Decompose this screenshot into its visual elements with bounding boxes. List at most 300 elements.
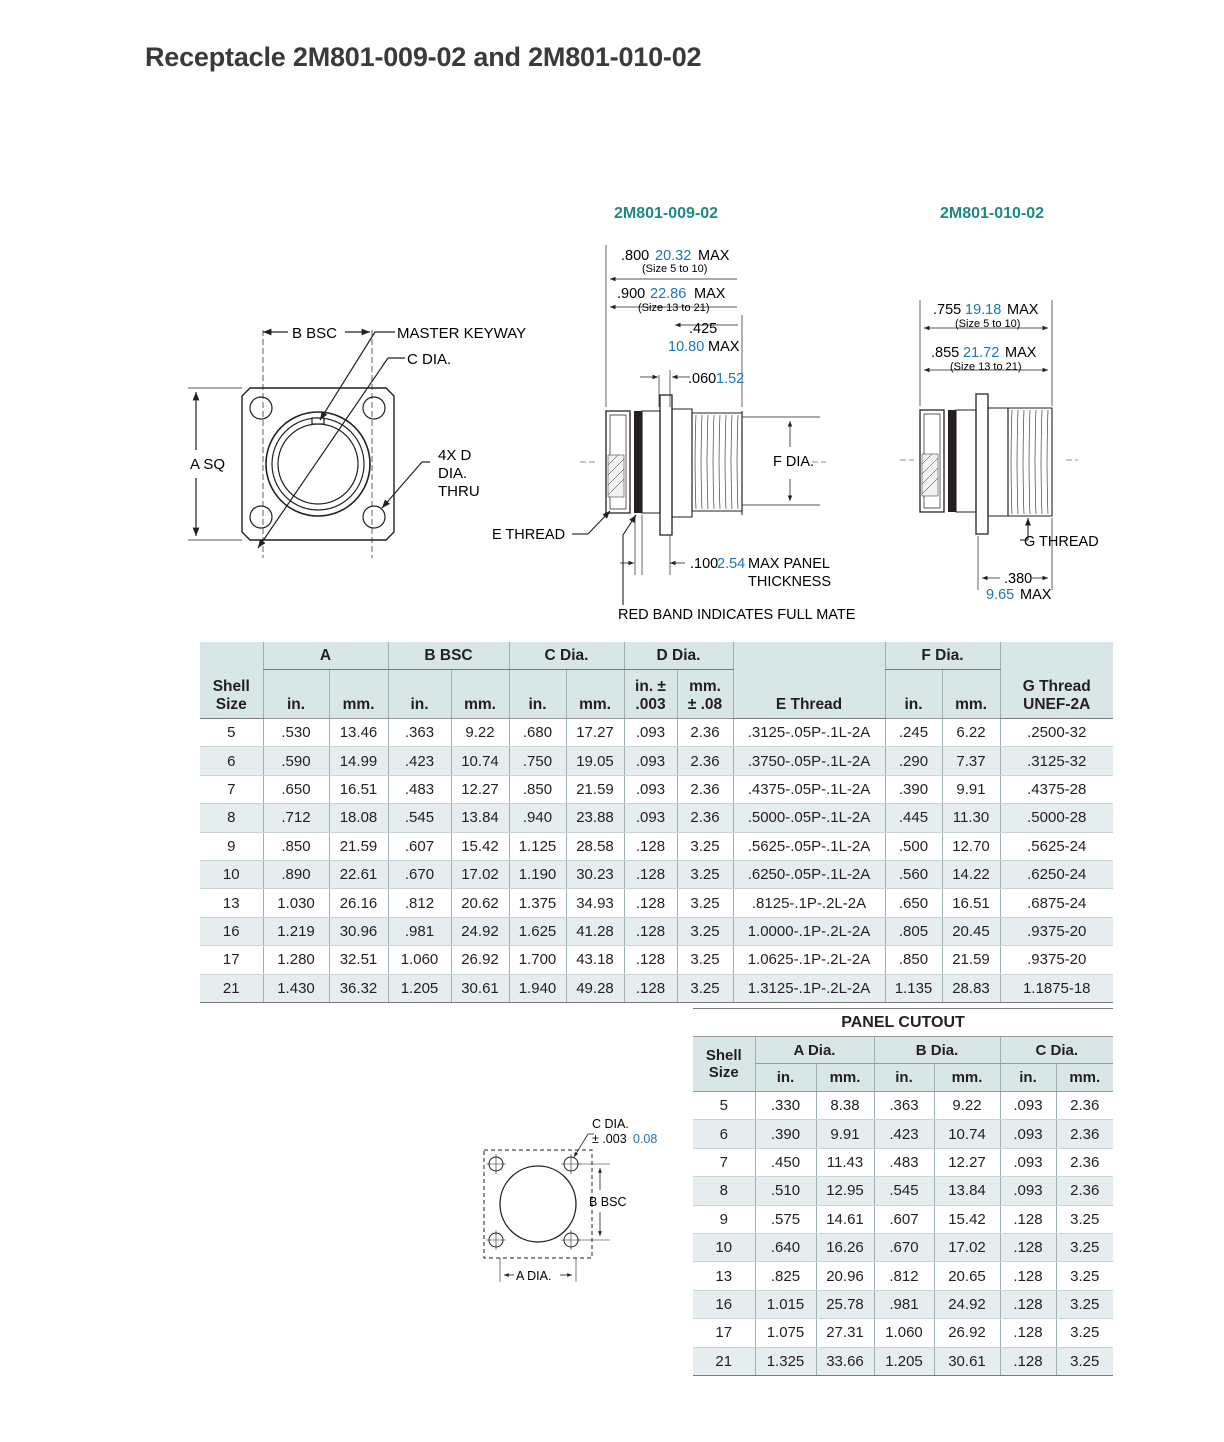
a-sq-label: A SQ [190,456,226,473]
table-row [200,832,1113,860]
table-cell: 9 [200,832,263,860]
cutout-a-dia: A DIA. [516,1269,552,1283]
table-cell: 2.36 [677,775,733,803]
s2-dim1-note: (Size 5 to 10) [955,318,1021,330]
table-cell: 22.61 [329,860,388,888]
table-cell: 28.58 [566,832,624,860]
table-cell: 7.37 [942,747,1000,775]
table-cell: 21.59 [329,832,388,860]
table-cell: .545 [874,1177,934,1205]
table-row [200,719,1113,747]
panel-cutout-table [693,1008,1113,1376]
dim1-in: .800 [621,248,650,264]
dim3-mm: 10.80 [668,339,705,355]
table-cell: 17 [693,1319,755,1347]
table-cell: 26.92 [934,1319,1000,1347]
table-cell: 13 [693,1262,755,1290]
table-cell: 7 [693,1148,755,1176]
table-cell: 17.02 [934,1233,1000,1261]
page-title: Receptacle 2M801-009-02 and 2M801-010-02 [145,42,702,72]
d-dia-label-2: DIA. [438,465,468,482]
table-cell: 5 [200,719,263,747]
table-cell: 2.36 [677,804,733,832]
table-cell: 26.16 [329,889,388,917]
header-a: A [263,642,388,670]
table-cell: 6 [200,747,263,775]
table-cell: 13.84 [451,804,509,832]
table-row [693,1205,1113,1233]
red-band-label: RED BAND INDICATES FULL MATE [618,607,856,623]
table-cell: 3.25 [1056,1290,1113,1318]
panel-label-2: THICKNESS [748,574,831,590]
table-cell: 11.30 [942,804,1000,832]
table-cell: 1.205 [388,974,451,1002]
table-row [200,860,1113,888]
table-cell: 1.625 [509,917,566,945]
table-cell: 7 [200,775,263,803]
table-cell: 3.25 [677,860,733,888]
table-cell: 49.28 [566,974,624,1002]
table-cell: .128 [624,974,677,1002]
table-cell: 18.08 [329,804,388,832]
table-cell: .6250-24 [1000,860,1113,888]
table-cell: 12.95 [816,1177,874,1205]
table-cell: 16.26 [816,1233,874,1261]
table-cell: 6.22 [942,719,1000,747]
table-cell: 13 [200,889,263,917]
table-cell: 3.25 [1056,1319,1113,1347]
e-thread-label: E THREAD [492,527,566,543]
table-cell: 2.36 [1056,1177,1113,1205]
cut-header-shell: Shell Size [693,1037,755,1092]
cutout-c-dia: C DIA. [592,1117,629,1131]
table-cell: .575 [755,1205,816,1233]
drawing-title-009: 2M801-009-02 [614,205,719,222]
table-cell: 16 [693,1290,755,1318]
f-dia-label: F DIA. [773,454,815,470]
table-cell: 24.92 [934,1290,1000,1318]
table-cell: .128 [624,946,677,974]
header-f-in: in. [885,670,942,719]
table-cell: 16.51 [329,775,388,803]
table-row [200,747,1113,775]
table-row [200,775,1113,803]
c-dia-label: C DIA. [407,351,452,368]
s2-dim2-mm: 21.72 [963,345,1000,361]
table-cell: .590 [263,747,329,775]
g-thread-label: G THREAD [1024,534,1099,550]
table-cell: 8 [200,804,263,832]
table-cell: 30.61 [934,1347,1000,1375]
table-cell: 3.25 [677,946,733,974]
header-b-bsc: B BSC [388,642,509,670]
table-cell: 15.42 [934,1205,1000,1233]
header-d-mm: mm. ± .08 [677,670,733,719]
table-cell: 1.3125-.1P-.2L-2A [733,974,885,1002]
table-row [693,1177,1113,1205]
table-cell: 1.280 [263,946,329,974]
table-cell: 8.38 [816,1092,874,1120]
header-d-in: in. ± .003 [624,670,677,719]
table-cell: .670 [388,860,451,888]
panel-cutout-drawing [470,1110,680,1290]
table-cell: .670 [874,1233,934,1261]
table-cell: 17.27 [566,719,624,747]
table-cell: .825 [755,1262,816,1290]
s2-dim1-max: MAX [1007,302,1039,318]
table-cell: .093 [1000,1120,1056,1148]
table-cell: .981 [388,917,451,945]
table-cell: .8125-.1P-.2L-2A [733,889,885,917]
table-cell: .560 [885,860,942,888]
table-cell: 15.42 [451,832,509,860]
table-cell: 6 [693,1120,755,1148]
table-cell: 27.31 [816,1319,874,1347]
table-cell: 30.96 [329,917,388,945]
table-cell: 20.65 [934,1262,1000,1290]
table-cell: 10 [200,860,263,888]
table-cell: 13.46 [329,719,388,747]
master-keyway-label: MASTER KEYWAY [397,325,527,342]
table-cell: 17.02 [451,860,509,888]
table-cell: 1.060 [874,1319,934,1347]
table-cell: 3.25 [1056,1347,1113,1375]
table-row [693,1092,1113,1120]
table-cell: 43.18 [566,946,624,974]
table-cell: 1.135 [885,974,942,1002]
table-cell: 19.05 [566,747,624,775]
table-cell: 25.78 [816,1290,874,1318]
table-cell: .128 [624,860,677,888]
table-cell: 21 [200,974,263,1002]
table-cell: 21 [693,1347,755,1375]
table-cell: 3.25 [1056,1262,1113,1290]
table-cell: 34.93 [566,889,624,917]
table-cell: 21.59 [942,946,1000,974]
table-cell: .805 [885,917,942,945]
table-cell: 2.36 [1056,1092,1113,1120]
s2-dim2-in: .855 [931,345,960,361]
table-cell: 20.62 [451,889,509,917]
table-cell: 14.99 [329,747,388,775]
table-cell: .680 [509,719,566,747]
table-cell: .5000-.05P-.1L-2A [733,804,885,832]
b-bsc-label: B BSC [292,325,338,342]
table-cell: .530 [263,719,329,747]
table-cell: 5 [693,1092,755,1120]
table-cell: .545 [388,804,451,832]
table-cell: 1.1875-18 [1000,974,1113,1002]
table-cell: 11.43 [816,1148,874,1176]
dim1-mm: 20.32 [655,248,692,264]
table-cell: .390 [755,1120,816,1148]
s2-dim2-max: MAX [1005,345,1037,361]
table-cell: 13.84 [934,1177,1000,1205]
table-cell: 9.22 [934,1092,1000,1120]
table-cell: 3.25 [677,889,733,917]
table-cell: .812 [874,1262,934,1290]
table-cell: 14.22 [942,860,1000,888]
table-cell: .128 [624,917,677,945]
table-cell: .093 [624,804,677,832]
table-cell: 23.88 [566,804,624,832]
table-cell: 3.25 [1056,1233,1113,1261]
table-cell: .712 [263,804,329,832]
dim4-in: .060 [688,371,717,387]
s2-dim3-in: .380 [1004,571,1033,587]
table-cell: 33.66 [816,1347,874,1375]
table-cell: .9375-20 [1000,946,1113,974]
panel-mm: 2.54 [717,556,746,572]
header-b-in: in. [388,670,451,719]
cut-header-c-in: in. [1000,1064,1056,1092]
table-cell: 1.030 [263,889,329,917]
cut-header-b: B Dia. [874,1037,1000,1064]
table-cell: 1.205 [874,1347,934,1375]
panel-label-1: MAX PANEL [748,556,830,572]
dim1-note: (Size 5 to 10) [642,263,708,275]
table-cell: 12.27 [451,775,509,803]
header-e-thread: E Thread [733,642,885,719]
table-cell: 8 [693,1177,755,1205]
table-cell: .981 [874,1290,934,1318]
table-cell: .5625-.05P-.1L-2A [733,832,885,860]
side-view-009-drawing [480,235,880,630]
table-cell: .483 [388,775,451,803]
header-c-mm: mm. [566,670,624,719]
cut-header-a: A Dia. [755,1037,874,1064]
table-cell: 2.36 [677,747,733,775]
table-cell: 1.015 [755,1290,816,1318]
table-cell: 1.430 [263,974,329,1002]
table-cell: 3.25 [677,974,733,1002]
table-cell: .290 [885,747,942,775]
table-cell: 17 [200,946,263,974]
cutout-tol-in: ± .003 [592,1132,627,1146]
d-dia-label-3: THRU [438,483,480,500]
table-row [200,917,1113,945]
table-cell: .128 [624,832,677,860]
table-cell: 12.70 [942,832,1000,860]
table-cell: 36.32 [329,974,388,1002]
table-cell: 14.61 [816,1205,874,1233]
header-c-dia: C Dia. [509,642,624,670]
cut-header-c-mm: mm. [1056,1064,1113,1092]
table-cell: 1.190 [509,860,566,888]
table-cell: .128 [1000,1347,1056,1375]
table-cell: .850 [263,832,329,860]
table-cell: .6250-.05P-.1L-2A [733,860,885,888]
cut-header-c: C Dia. [1000,1037,1113,1064]
table-cell: .093 [624,747,677,775]
header-shell-size: Shell Size [200,642,263,719]
table-cell: 26.92 [451,946,509,974]
table-cell: 10.74 [934,1120,1000,1148]
table-cell: .850 [509,775,566,803]
table-cell: 9.91 [942,775,1000,803]
dim2-max: MAX [694,286,726,302]
table-cell: .363 [388,719,451,747]
table-cell: 20.45 [942,917,1000,945]
panel-in: .100 [690,556,719,572]
table-cell: 1.075 [755,1319,816,1347]
table-cell: 2.36 [677,719,733,747]
table-cell: .3750-.05P-.1L-2A [733,747,885,775]
dim3-in: .425 [689,321,718,337]
table-cell: .890 [263,860,329,888]
table-cell: 16 [200,917,263,945]
table-row [200,946,1113,974]
cutout-b-bsc: B BSC [589,1195,627,1209]
s2-dim1-mm: 19.18 [965,302,1002,318]
table-cell: .850 [885,946,942,974]
table-cell: 1.219 [263,917,329,945]
dim4-mm: 1.52 [716,371,745,387]
table-cell: .3125-.05P-.1L-2A [733,719,885,747]
table-cell: 28.83 [942,974,1000,1002]
table-cell: 41.28 [566,917,624,945]
table-cell: 10 [693,1233,755,1261]
table-cell: .2500-32 [1000,719,1113,747]
dim3-max: MAX [708,339,740,355]
table-cell: 1.940 [509,974,566,1002]
table-cell: .510 [755,1177,816,1205]
table-cell: 9.22 [451,719,509,747]
table-cell: .128 [1000,1290,1056,1318]
table-cell: .093 [1000,1092,1056,1120]
table-cell: .640 [755,1233,816,1261]
table-cell: 9 [693,1205,755,1233]
table-cell: 30.61 [451,974,509,1002]
table-row [693,1262,1113,1290]
table-cell: .5000-28 [1000,804,1113,832]
table-cell: .093 [624,719,677,747]
s2-dim3-max: MAX [1020,587,1052,603]
table-cell: 24.92 [451,917,509,945]
table-row [693,1233,1113,1261]
table-cell: 3.25 [677,832,733,860]
table-cell: .650 [885,889,942,917]
panel-cutout-caption: PANEL CUTOUT [693,1009,1113,1037]
table-cell: 1.060 [388,946,451,974]
table-cell: .607 [874,1205,934,1233]
header-a-mm: mm. [329,670,388,719]
header-b-mm: mm. [451,670,509,719]
dim2-in: .900 [617,286,646,302]
table-cell: 21.59 [566,775,624,803]
table-cell: .500 [885,832,942,860]
table-cell: 20.96 [816,1262,874,1290]
table-cell: 3.25 [677,917,733,945]
table-cell: 9.91 [816,1120,874,1148]
table-row [200,804,1113,832]
table-cell: .9375-20 [1000,917,1113,945]
cut-header-b-mm: mm. [934,1064,1000,1092]
header-f-dia: F Dia. [885,642,1000,670]
table-cell: .128 [1000,1319,1056,1347]
table-cell: 2.36 [1056,1120,1113,1148]
table-cell: 32.51 [329,946,388,974]
table-row [200,974,1113,1002]
table-cell: .445 [885,804,942,832]
table-cell: 1.125 [509,832,566,860]
side-view-010-drawing [900,290,1100,610]
table-cell: 30.23 [566,860,624,888]
table-cell: 16.51 [942,889,1000,917]
table-cell: 1.0625-.1P-.2L-2A [733,946,885,974]
table-cell: .483 [874,1148,934,1176]
cut-header-a-in: in. [755,1064,816,1092]
table-row [693,1290,1113,1318]
dim2-mm: 22.86 [650,286,687,302]
table-row [200,889,1113,917]
table-cell: .245 [885,719,942,747]
table-cell: 1.375 [509,889,566,917]
table-cell: .390 [885,775,942,803]
table-row [693,1319,1113,1347]
table-cell: 1.700 [509,946,566,974]
table-cell: .128 [624,889,677,917]
cutout-tol-mm: 0.08 [633,1132,658,1146]
table-cell: 3.25 [1056,1205,1113,1233]
table-cell: .6875-24 [1000,889,1113,917]
table-cell: .330 [755,1092,816,1120]
table-cell: 1.0000-.1P-.2L-2A [733,917,885,945]
table-cell: .940 [509,804,566,832]
table-cell: .812 [388,889,451,917]
table-cell: .4375-.05P-.1L-2A [733,775,885,803]
table-cell: .4375-28 [1000,775,1113,803]
drawing-title-010: 2M801-010-02 [940,205,1045,222]
cut-header-a-mm: mm. [816,1064,874,1092]
s2-dim3-mm: 9.65 [986,587,1015,603]
s2-dim2-note: (Size 13 to 21) [950,361,1022,373]
cut-header-b-in: in. [874,1064,934,1092]
d-dia-label-1: 4X D [438,447,472,464]
table-cell: .128 [1000,1262,1056,1290]
table-cell: .650 [263,775,329,803]
table-cell: .607 [388,832,451,860]
table-cell: .363 [874,1092,934,1120]
table-cell: 1.325 [755,1347,816,1375]
header-f-mm: mm. [942,670,1000,719]
table-cell: 10.74 [451,747,509,775]
s2-dim1-in: .755 [933,302,962,318]
dim2-note: (Size 13 to 21) [638,302,710,314]
table-row [693,1347,1113,1375]
table-cell: .093 [1000,1148,1056,1176]
table-cell: .128 [1000,1205,1056,1233]
dim1-max: MAX [698,248,730,264]
header-c-in: in. [509,670,566,719]
table-cell: .423 [388,747,451,775]
table-cell: .093 [1000,1177,1056,1205]
table-row [693,1120,1113,1148]
table-cell: 12.27 [934,1148,1000,1176]
table-cell: .750 [509,747,566,775]
table-cell: .423 [874,1120,934,1148]
table-cell: 2.36 [1056,1148,1113,1176]
header-a-in: in. [263,670,329,719]
table-cell: .3125-32 [1000,747,1113,775]
dimensions-table [200,642,1113,1003]
table-cell: .093 [624,775,677,803]
table-cell: .5625-24 [1000,832,1113,860]
table-cell: .128 [1000,1233,1056,1261]
header-g-thread: G Thread UNEF-2A [1000,642,1113,719]
header-d-dia: D Dia. [624,642,733,670]
table-row [693,1148,1113,1176]
